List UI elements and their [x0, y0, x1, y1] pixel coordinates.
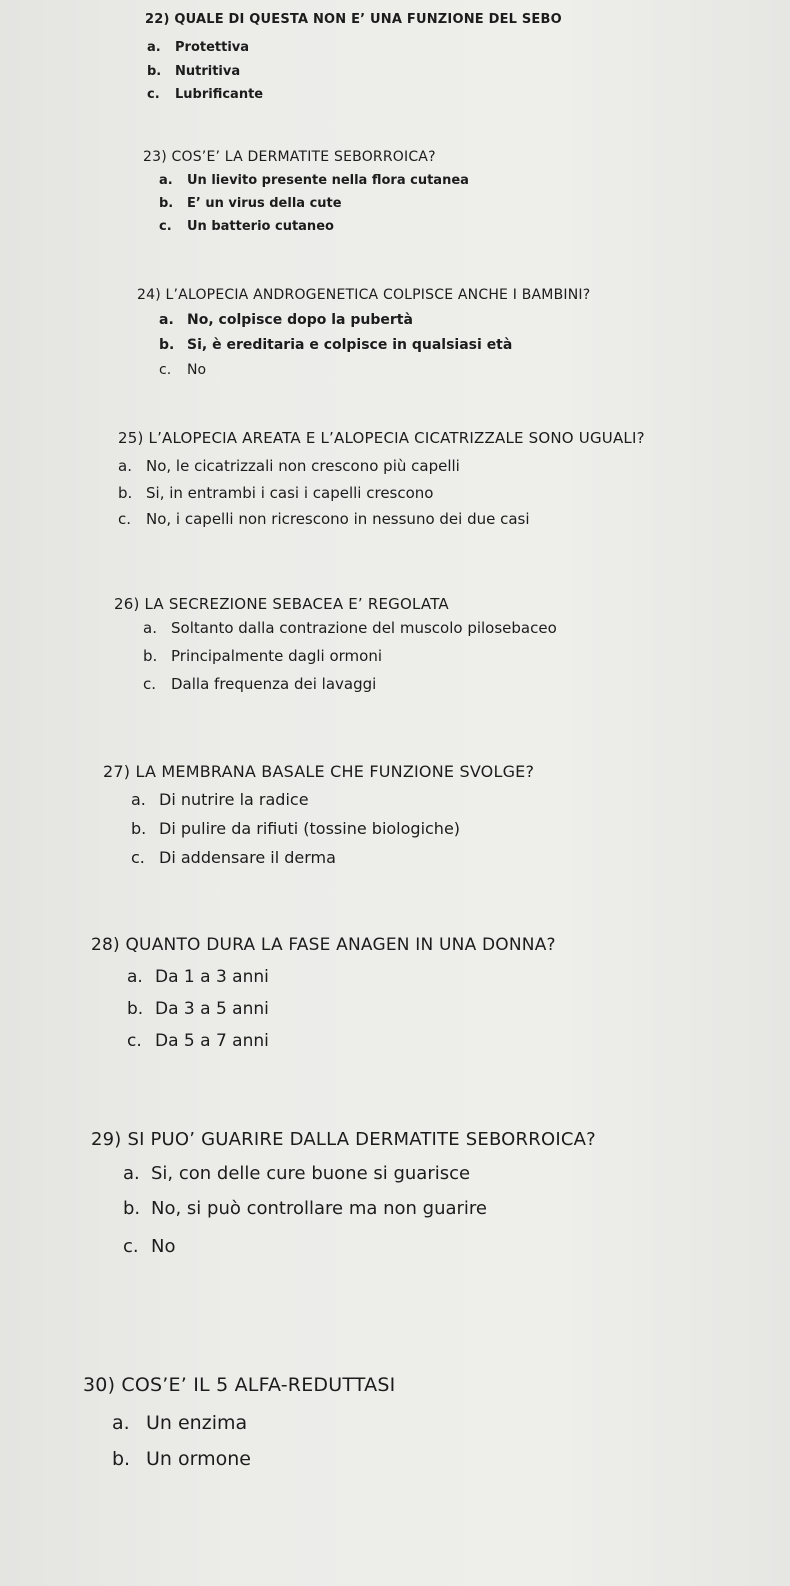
question-26-option-c — [143, 675, 376, 693]
option-text: No — [151, 1236, 176, 1257]
question-22-option-b — [147, 64, 240, 79]
option-text: Da 1 a 3 anni — [155, 967, 269, 987]
question-23-option-a — [159, 173, 469, 188]
question-28-option-b — [127, 999, 269, 1019]
question-28-option-c — [127, 1031, 269, 1051]
option-text: E’ un virus della cute — [187, 196, 342, 211]
option-letter: a. — [131, 790, 146, 809]
option-letter: a. — [112, 1412, 130, 1434]
option-text: Da 5 a 7 anni — [155, 1031, 269, 1051]
option-text: Si, è ereditaria e colpisce in qualsiasi età — [187, 337, 513, 353]
question-27-option-b — [131, 819, 460, 838]
question-26-option-a — [143, 619, 557, 637]
option-text: Soltanto dalla contrazione del muscolo pilosebaceo — [171, 619, 557, 637]
option-letter: c. — [143, 675, 157, 693]
question-23-option-b — [159, 196, 342, 211]
question-30-title: 30) COS’E’ IL 5 ALFA-REDUTTASI — [83, 1374, 396, 1396]
question-30-option-b — [112, 1448, 251, 1470]
option-letter: b. — [123, 1198, 141, 1219]
option-letter: b. — [159, 337, 175, 353]
option-letter: b. — [159, 196, 174, 211]
question-27-option-c — [131, 848, 336, 867]
option-letter: c. — [118, 510, 132, 528]
question-23-option-c — [159, 219, 334, 234]
option-letter: b. — [112, 1448, 131, 1470]
option-text: Si, con delle cure buone si guarisce — [151, 1163, 471, 1184]
option-letter: c. — [131, 848, 145, 867]
option-letter: a. — [123, 1163, 140, 1184]
option-text: Di pulire da rifiuti (tossine biologiche) — [159, 819, 461, 838]
option-letter: c. — [159, 362, 172, 378]
option-letter: b. — [131, 819, 147, 838]
option-letter: c. — [159, 219, 172, 234]
option-text: Di addensare il derma — [159, 848, 336, 867]
option-letter: c. — [123, 1236, 139, 1257]
option-letter: a. — [147, 40, 161, 55]
question-25-option-b — [118, 484, 433, 502]
option-letter: a. — [118, 457, 132, 475]
option-text: No, si può controllare ma non guarire — [151, 1198, 487, 1219]
question-30-option-a — [112, 1412, 247, 1434]
option-text: Principalmente dagli ormoni — [171, 647, 383, 665]
question-28-option-a — [127, 967, 269, 987]
question-29-option-b — [123, 1198, 487, 1219]
question-28-title: 28) QUANTO DURA LA FASE ANAGEN IN UNA DONNA? — [91, 935, 556, 955]
option-text: Si, in entrambi i casi i capelli crescono — [146, 484, 434, 502]
question-29-title: 29) SI PUO’ GUARIRE DALLA DERMATITE SEBORROICA? — [91, 1129, 596, 1150]
option-letter: c. — [147, 87, 160, 102]
question-24-option-b — [159, 337, 512, 353]
question-29-option-c — [123, 1236, 175, 1257]
question-24-title: 24) L’ALOPECIA ANDROGENETICA COLPISCE ANCHE I BAMBINI? — [137, 287, 591, 303]
question-27-option-a — [131, 790, 309, 809]
option-letter: a. — [143, 619, 157, 637]
question-29-option-a — [123, 1163, 470, 1184]
option-text: Dalla frequenza dei lavaggi — [171, 675, 377, 693]
option-text: Lubrificante — [175, 87, 264, 102]
option-letter: a. — [159, 173, 173, 188]
question-25-option-a — [118, 457, 460, 475]
option-letter: a. — [127, 967, 143, 987]
option-text: Di nutrire la radice — [159, 790, 309, 809]
option-letter: c. — [127, 1031, 142, 1051]
option-text: Da 3 a 5 anni — [155, 999, 269, 1019]
question-23-title: 23) COS’E’ LA DERMATITE SEBORROICA? — [143, 149, 436, 165]
option-text: Nutritiva — [175, 64, 241, 79]
question-22-option-a — [147, 40, 249, 55]
option-text: Un batterio cutaneo — [187, 219, 334, 234]
option-text: No, colpisce dopo la pubertà — [187, 312, 413, 328]
option-letter: b. — [143, 647, 158, 665]
question-25-option-c — [118, 510, 530, 528]
option-text: Protettiva — [175, 40, 250, 55]
question-24-option-a — [159, 312, 413, 328]
option-letter: b. — [127, 999, 144, 1019]
question-24-option-c — [159, 362, 206, 378]
question-22-title: 22) QUALE DI QUESTA NON E’ UNA FUNZIONE DEL SEBO — [145, 12, 562, 27]
question-25-title: 25) L’ALOPECIA AREATA E L’ALOPECIA CICATRIZZALE SONO UGUALI? — [118, 429, 645, 447]
question-27-title: 27) LA MEMBRANA BASALE CHE FUNZIONE SVOLGE? — [103, 762, 535, 781]
option-text: No, i capelli non ricrescono in nessuno dei due casi — [146, 510, 530, 528]
question-26-option-b — [143, 647, 382, 665]
option-text: Un ormone — [146, 1448, 251, 1470]
option-letter: b. — [147, 64, 162, 79]
option-letter: b. — [118, 484, 133, 502]
option-letter: a. — [159, 312, 174, 328]
option-text: Un enzima — [146, 1412, 248, 1434]
question-26-title: 26) LA SECREZIONE SEBACEA E’ REGOLATA — [114, 595, 449, 613]
question-22-option-c — [147, 87, 263, 102]
option-text: Un lievito presente nella flora cutanea — [187, 173, 469, 188]
option-text: No, le cicatrizzali non crescono più capelli — [146, 457, 460, 475]
option-text: No — [187, 362, 207, 378]
